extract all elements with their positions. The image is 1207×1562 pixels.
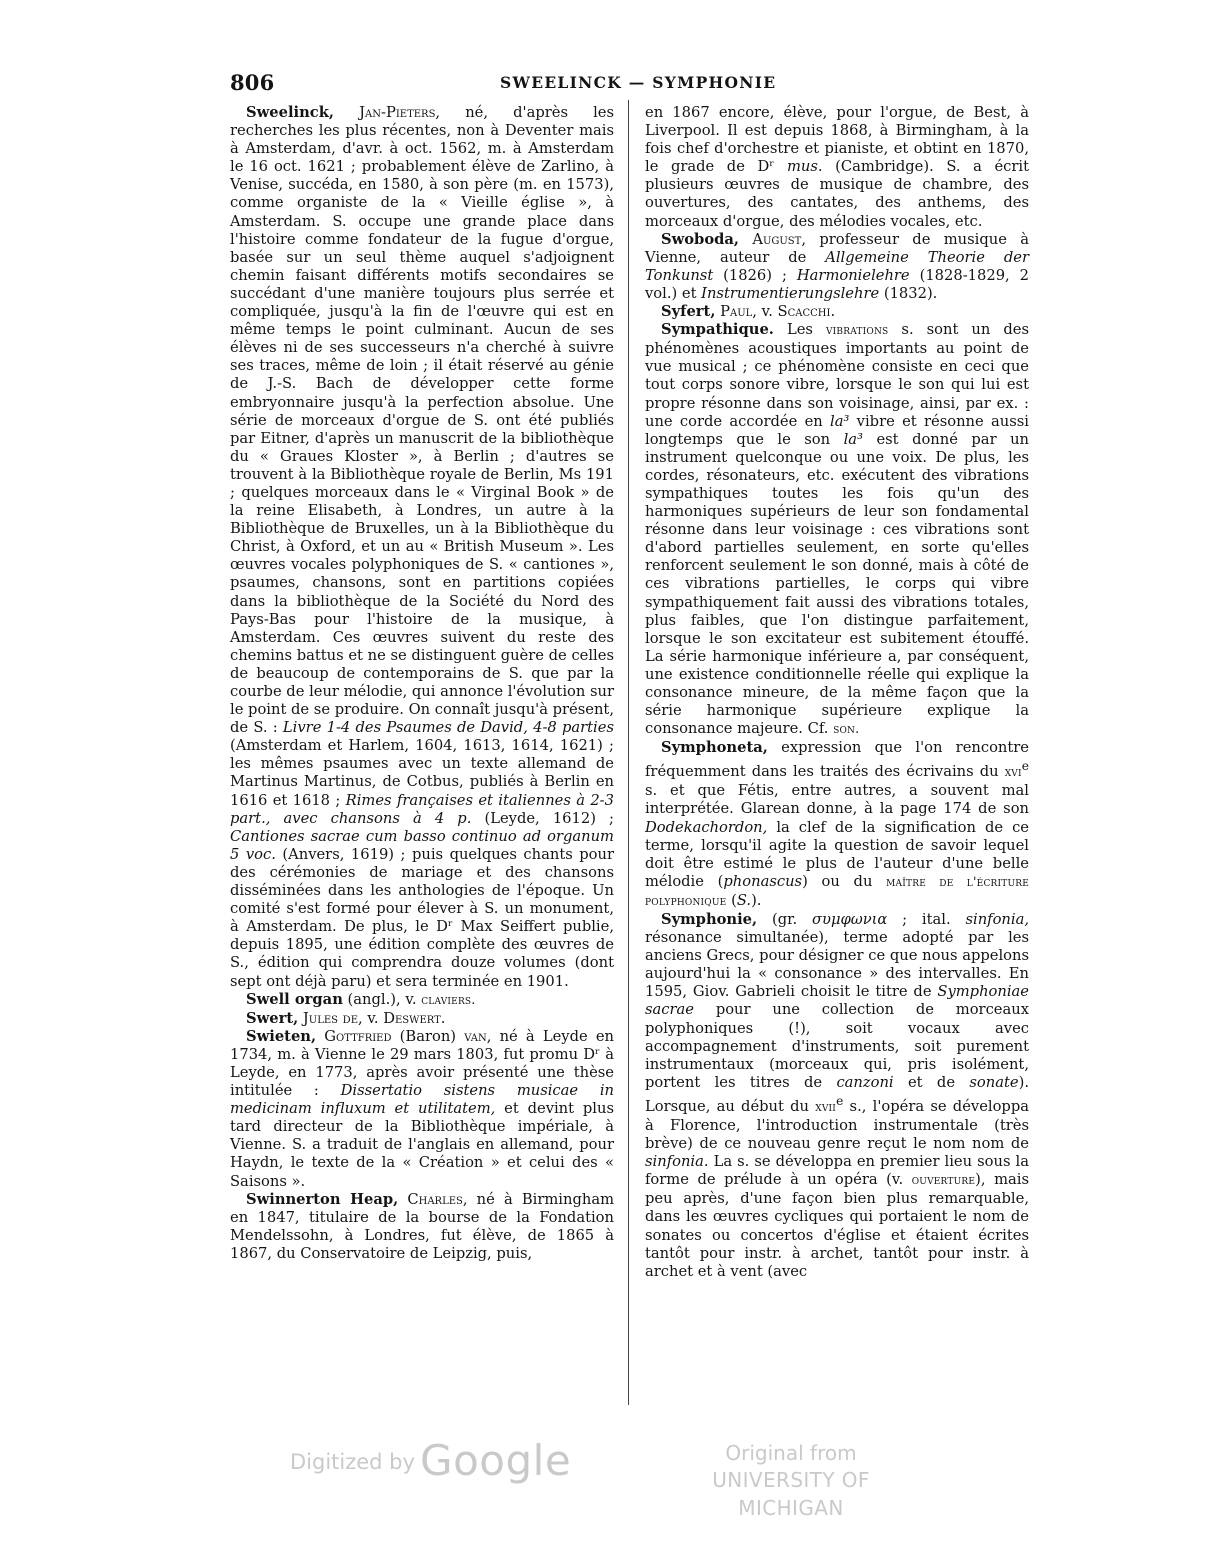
cross-reference: son. [833, 722, 860, 738]
cross-reference: ouverture [911, 1173, 976, 1189]
headword: Sympathique. [661, 321, 774, 339]
superscript: e [1021, 759, 1029, 774]
small-caps-term: vibrations [825, 323, 889, 339]
entry-text: ). [751, 891, 762, 909]
headword: Swieten, [246, 1027, 317, 1045]
entry-text: (1826) ; [713, 266, 797, 284]
italian-term: sonate [969, 1073, 1019, 1091]
century-numeral: xvi [1004, 765, 1022, 781]
entry-symphoneta [645, 739, 1029, 911]
person-name: Paul, [720, 303, 757, 321]
work-title: Dissertatio sistens musicae in medicinam influxum et utilitatem, [230, 1082, 614, 1118]
entry-text: s. sont un des phénomènes acoustiques importants au point de vue musical ; ce phénomène consiste en ceci que tout corps sonore vibre, lorsque le son qui lui est propre résonne dans son voisinage, ainsi, par ex. : une corde accordée en [645, 321, 1029, 430]
note-name: la³ [843, 430, 863, 448]
person-name: Jules de, [302, 1009, 363, 1027]
entry-text: né à Leyde en 1734, m. à Vienne le 29 mars 1803, fut promu Dʳ à Leyde, en 1773, après avoir présenté une thèse intitulée : [230, 1027, 615, 1100]
cross-reference: claviers. [421, 992, 476, 1008]
headword: Swinnerton Heap, [246, 1190, 399, 1208]
entry-swieten [230, 1028, 614, 1191]
superscript: e [836, 1093, 844, 1108]
entry-text: (Anvers, 1619) ; puis quelques chants pour des cérémonies de mariage et des chansons disséminées dans les anthologies de l'époque. Un comité s'est formé pour élever à S. un monument, à Amsterdam. De plus, le Dʳ Max Seiffert publie, depuis 1895, une édition complète des œuvres de S., édition qui comprendra douze volumes (dont sept ont déjà paru) et sera terminée en 1901. [230, 845, 614, 990]
entry-swert [230, 1010, 614, 1028]
person-name: Charles, [407, 1190, 468, 1208]
original-from-text: Original from [725, 1441, 857, 1465]
entry-text: (Baron) [391, 1027, 465, 1045]
greek-term: συμφωνια [811, 911, 888, 929]
right-column [645, 104, 1029, 1281]
page-number: 806 [230, 70, 275, 95]
entry-text: La s. se développa en premier lieu sous la forme de prélude à un opéra (v. [645, 1153, 1029, 1189]
entry-syfert [645, 303, 1029, 321]
abbreviation: S. [736, 891, 752, 909]
headword: Syfert, [661, 303, 716, 321]
century-numeral: xvii [815, 1099, 837, 1115]
entry-swinnerton-heap [230, 1191, 614, 1263]
latin-term: phonascus [723, 872, 803, 890]
entry-swoboda [645, 231, 1029, 303]
original-from-watermark [666, 1440, 916, 1522]
entry-text: s. et que Fétis, entre autres, a souvent mal interprétée. Glarean donne, à la page 174 de son [645, 782, 1029, 818]
entry-text: (1828-1829, 2 vol.) et [645, 266, 1029, 302]
entry-text: est donné par un instrument quelconque ou une voix. De plus, les cordes, résonateurs, etc. exécutent des vibrations sympathiques toutes les fois qu'un des harmoniques supérieurs de leur son fondamental résonne dans leur voisinage : ces vibrations sont d'abord partielles seulement, en sorte qu'elles renforcent seulement le son donné, mais à côté de ces vibrations partielles, le corps qui vibre sympathiquement fait aussi des vibrations totales, plus faibles, que l'on distingue parfaitement, lorsque le son excitateur est subitement étouffé. La série harmonique inférieure a, par conséquent, une existence conditionnelle réelle qui explique la consonance mineure, de la même façon que la série harmonique supérieure explique la consonance majeure. Cf. [645, 430, 1029, 738]
headword: Swoboda, [661, 230, 740, 248]
headword: Symphoneta, [661, 739, 768, 757]
digitized-by-text: Digitized by [290, 1450, 415, 1474]
cross-reference: Deswert. [383, 1009, 446, 1027]
person-name: August, [752, 230, 806, 248]
entry-text: ) ou du [802, 872, 887, 890]
headword: Symphonie, [661, 911, 758, 929]
entry-text: pour une collection de morceaux polyphoniques (!), soit vocaux avec accompagnement d'instruments, soit purement instrumentaux (morceaux qui, pris isolément, portent les titres de [645, 1001, 1029, 1091]
google-logo: Google [420, 1436, 572, 1485]
entry-swinnerton-heap-continued [645, 104, 1029, 231]
entry-text: et de [893, 1073, 970, 1091]
work-title: Harmonielehre [796, 266, 910, 284]
entry-symphonie [645, 911, 1029, 1281]
entry-text: né à Birmingham en 1847, titulaire de la bourse de la Fondation Mendelssohn, à Londres, fut élève, de 1865 à 1867, du Conservatoire de Leipzig, puis, [230, 1190, 614, 1262]
entry-text: (angl.), v. [342, 990, 422, 1008]
work-title: Instrumentierungslehre [701, 284, 880, 302]
entry-text: v. [362, 1009, 384, 1027]
work-title: Rimes françaises et italiennes à 2-3 part., avec chansons à 4 p. [230, 791, 614, 827]
entry-text: (gr. [757, 911, 812, 929]
entry-text: v. [756, 303, 778, 321]
left-column [230, 104, 614, 1263]
entry-text: la clef de la signification de ce terme, lorsqu'il agite la question de savoir lequel doit être estimé le plus de l'auteur d'une belle mélodie ( [645, 818, 1029, 890]
person-name: van, [464, 1027, 492, 1045]
entry-text: vibre et résonne aussi longtemps que le son [645, 412, 1029, 448]
entry-text: né, d'après les recherches les plus récentes, non à Deventer mais à Amsterdam, d'avr. à oct. 1562, m. à Amsterdam le 16 oct. 1621 ; probablement élève de Zarlino, à Venise, succéda, en 1580, à son père (m. en 1573), comme organiste de la « Vieille église », à Amsterdam. S. occupe une grande place dans l'histoire comme fondateur de la fugue d'orgue, basée sur un seul thème auquel s'adjoignent chemin faisant différents motifs secondaires se succédant d'une manière toujours plus serrée et compliquée, jusqu'à la fin de l'œuvre qui est en même temps le point culminant. Aucun de ses élèves ni de ses successeurs n'a cherché à suivre ses traces, même de loin ; il était réservé au génie de J.-S. Bach de développer cette forme embryonnaire jusqu'à la perfection absolue. Une série de morceaux d'orgue de S. ont été publiés par Eitner, d'après un manuscrit de la bibliothèque du « Graues Kloster », à Berlin ; d'autres se trouvent à la Bibliothèque royale de Berlin, Ms 191 ; quelques morceaux dans le « Virginal Book » de la reine Elisabeth, à Londres, un autre à la Bibliothèque de Bruxelles, un à la Bibliothèque du Christ, à Oxford, et un au « British Museum ». Les œuvres vocales polyphoniques de S. « cantiones », psaumes, chansons, sont en partitions copiées dans la bibliothèque de la Société du Nord des Pays-Bas pour l'histoire de la musique, à Amsterdam. Ces œuvres suivent du reste des chemins battus et ne se distinguent guère de celles de beaucoup de contemporains de S. que par la courbe de leur mélodie, qui annonce l'évolution sur le point de se produire. On connaît jusqu'à présent, de S. : [230, 104, 615, 737]
entry-text: ), mais peu après, d'une façon bien plus remarquable, dans les œuvres cycliques qui portaient le nom de sonates ou concertos d'église et étaient écrites tantôt pour instr. à archet, tantôt pour instr. à archet et à vent (avec [645, 1171, 1029, 1280]
headword: Swell organ [246, 990, 343, 1008]
entry-text: et devint plus tard directeur de la Bibliothèque impériale, à Vienne. S. a traduit de l'anglais en allemand, pour Haydn, le texte de la « Création » et celui des « Saisons ». [230, 1100, 614, 1190]
work-title: mus. [786, 158, 823, 176]
entry-text: ( [726, 891, 737, 909]
entry-text: professeur de musique à Vienne, auteur de [645, 230, 1030, 266]
entry-text: ). Lorsque, au début du [645, 1073, 1029, 1115]
entry-text: expression que l'on rencontre fréquemment dans les traités des écrivains du [645, 739, 1029, 781]
work-title: Allgemeine Theorie der Tonkunst [645, 248, 1029, 284]
work-title: Symphoniae sacrae [645, 983, 1029, 1019]
entry-text: ; ital. [887, 911, 966, 929]
italian-term: sinfonia. [645, 1153, 709, 1171]
person-name: Gottfried [324, 1027, 392, 1045]
column-divider [628, 100, 629, 1405]
headword: Sweelinck, [246, 104, 335, 121]
work-title: Dodekachordon, [645, 818, 768, 836]
note-name: la³ [830, 412, 850, 430]
entry-text: (Cambridge). S. a écrit plusieurs œuvres de musique de chambre, des ouvertures, des cantates, des anthems, des morceaux d'orgue, des mélodies vocales, etc. [645, 158, 1029, 230]
entry-text: (Amsterdam et Harlem, 1604, 1613, 1614, 1621) ; les mêmes psaumes avec un texte allemand de Martinus Martinus, de Cotbus, publiés à Berlin en 1616 et 1618 ; [230, 737, 614, 809]
entry-text: Les [773, 321, 826, 339]
entry-sympathique [645, 321, 1029, 739]
entry-swell-organ [230, 991, 614, 1010]
entry-text: (1832). [879, 284, 938, 302]
cross-reference: Scacchi. [777, 303, 836, 321]
institution-name: UNIVERSITY OF MICHIGAN [712, 1468, 870, 1520]
running-head: SWEELINCK — SYMPHONIE [500, 73, 777, 92]
italian-term: canzoni [836, 1073, 894, 1091]
italian-term: sinfonia, [965, 911, 1030, 929]
digitized-by-google-watermark [290, 1436, 571, 1485]
entry-text: en 1867 encore, élève, pour l'orgue, de Best, à Liverpool. Il est depuis 1868, à Birmingham, à la fois chef d'orchestre et pianiste, et obtint en 1870, le grade de Dʳ [645, 104, 1029, 176]
work-title: Cantiones sacrae cum basso continuo ad organum 5 voc. [230, 827, 614, 863]
person-name: Jan-Pieters, [359, 104, 441, 121]
entry-text: s., l'opéra se développa à Florence, l'introduction instrumentale (très brève) de ce nouveau genre reçut le nom nom de [645, 1097, 1029, 1153]
entry-text: résonance simultanée), terme adopté par les anciens Grecs, pour désigner ce que nous appelons aujourd'hui la « consonance » des intervalles. En 1595, Giov. Gabrieli choisit le titre de [645, 929, 1029, 1001]
entry-text: (Leyde, 1612) ; [471, 809, 614, 827]
work-title: Livre 1-4 des Psaumes de David, 4-8 parties [282, 719, 614, 737]
headword: Swert, [246, 1009, 299, 1027]
entry-sweelinck [230, 104, 614, 991]
cross-reference: maître de l'écriture polyphonique [645, 874, 1029, 909]
